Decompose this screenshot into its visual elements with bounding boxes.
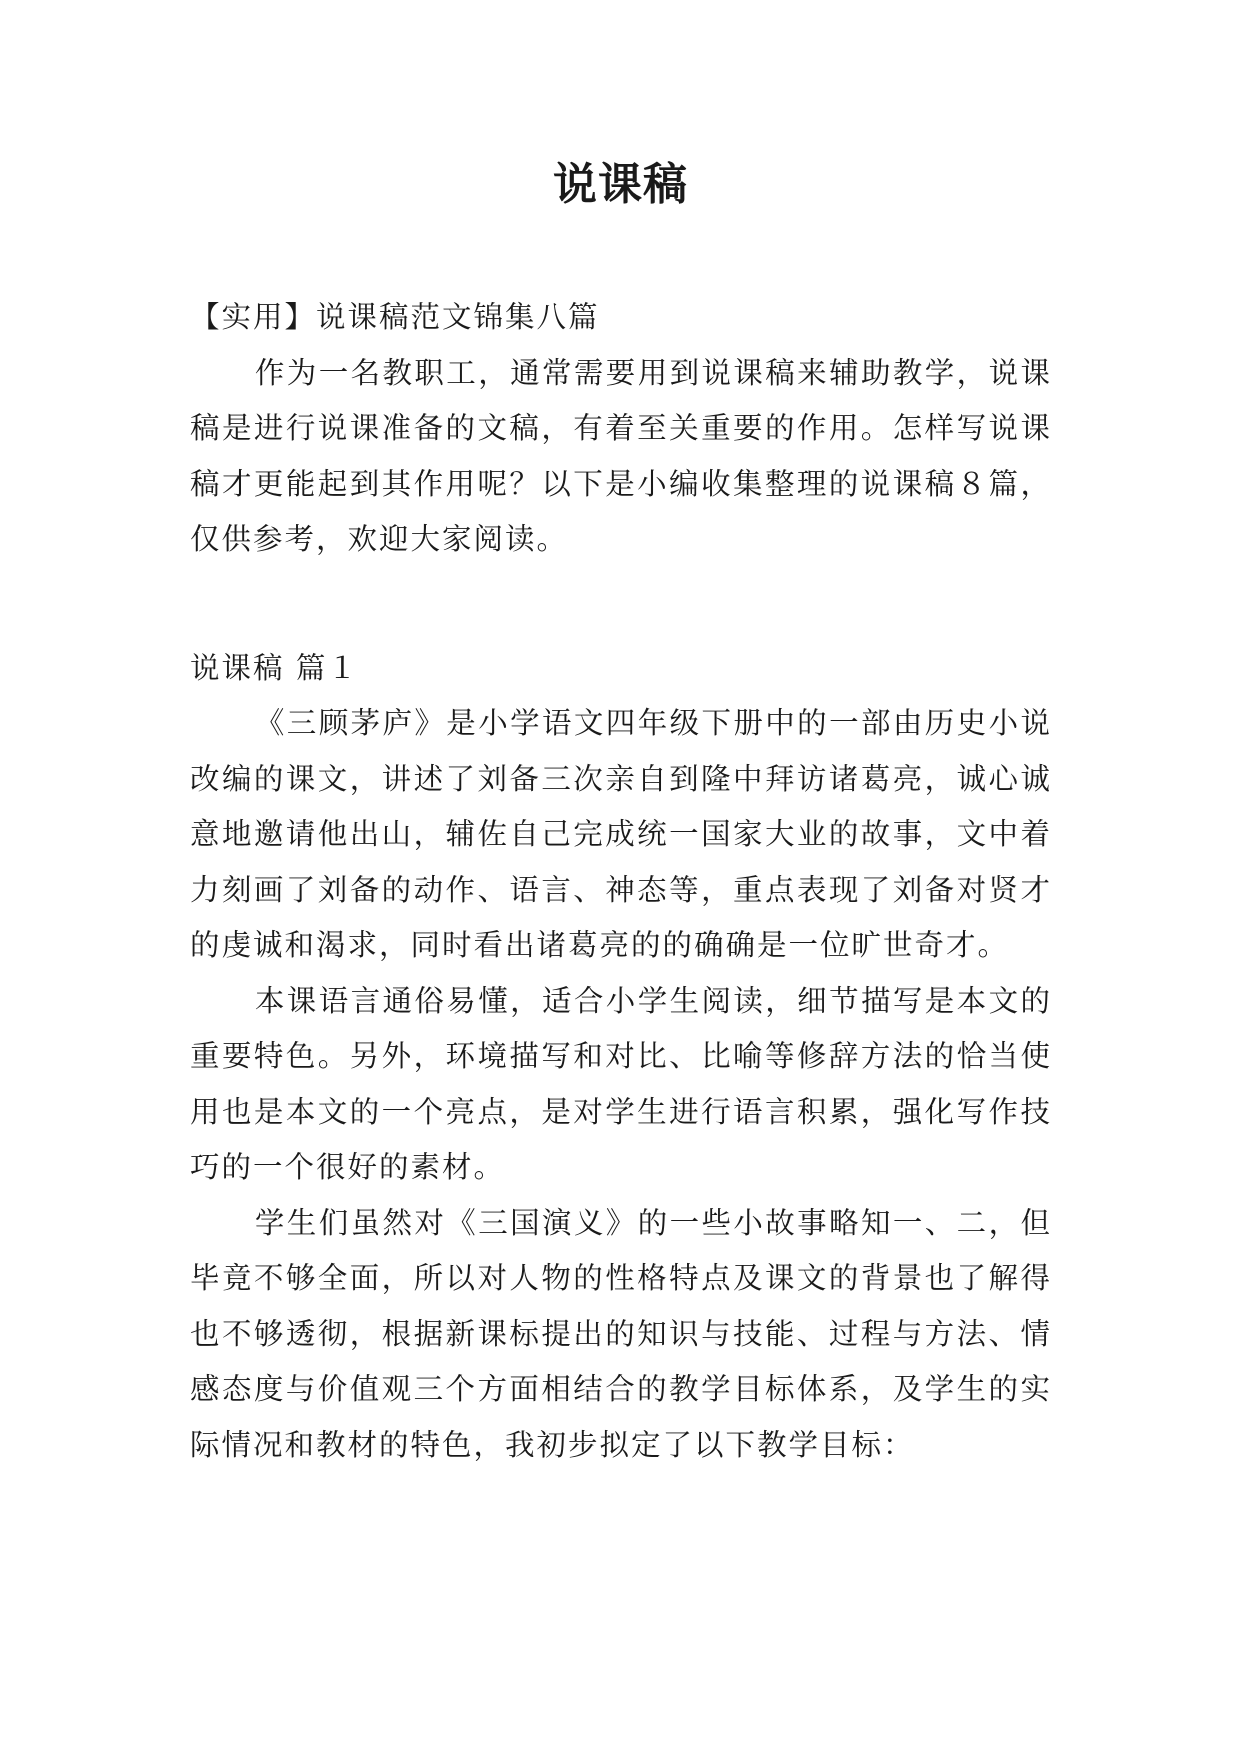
intro-paragraph: 作为一名教职工，通常需要用到说课稿来辅助教学，说课稿是进行说课准备的文稿，有着至关重要的作用。怎样写说课稿才更能起到其作用呢？以下是小编收集整理的说课稿８篇，仅供参考，欢迎大家阅读。 <box>190 355 1052 556</box>
body-paragraph: 《三顾茅庐》是小学语文四年级下册中的一部由历史小说改编的课文，讲述了刘备三次亲自到隆中拜访诸葛亮，诚心诚意地邀请他出山，辅佐自己完成统一国家大业的故事，文中着力刻画了刘备的动作、语言、神态等，重点表现了刘备对贤才的虔诚和渴求，同时看出诸葛亮的的确确是一位旷世奇才。 <box>190 706 1052 962</box>
document-body <box>190 290 1052 1473</box>
document-title: 说课稿 <box>553 159 688 210</box>
section-spacer <box>190 568 1052 641</box>
body-paragraph: 学生们虽然对《三国演义》的一些小故事略知一、二，但毕竟不够全面，所以对人物的性格特点及课文的背景也了解得也不够透彻，根据新课标提出的知识与技能、过程与方法、情感态度与价值观三个方面相结合的教学目标体系，及学生的实际情况和教材的特色，我初步拟定了以下教学目标： <box>190 1205 1052 1462</box>
section-heading: 说课稿 篇１ <box>190 650 359 685</box>
body-paragraph: 本课语言通俗易懂，适合小学生阅读，细节描写是本文的重要特色。另外，环境描写和对比、比喻等修辞方法的恰当使用也是本文的一个亮点，是对学生进行语言积累，强化写作技巧的一个很好的素材。 <box>190 983 1052 1184</box>
document-subtitle: 【实用】说课稿范文锦集八篇 <box>190 300 600 334</box>
